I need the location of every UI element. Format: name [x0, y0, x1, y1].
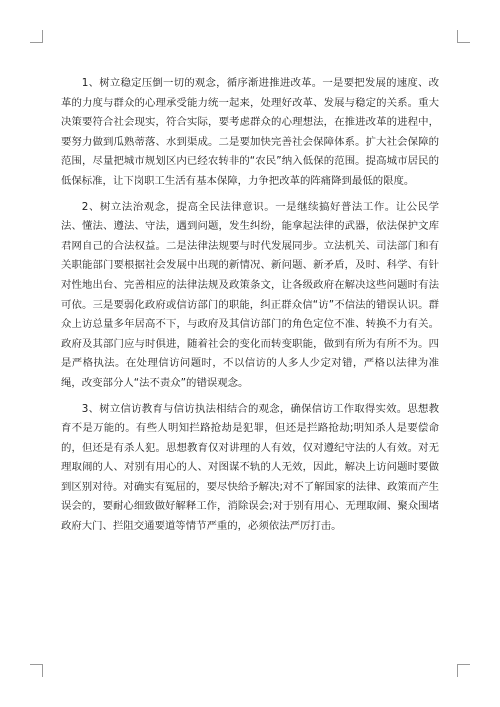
crop-mark-bottom-left — [30, 664, 43, 677]
crop-mark-top-left — [30, 30, 43, 43]
paragraph-2: 2、树立法治观念，提高全民法律意识。一是继续搞好普法工作。让公民学法、懂法、遵法、守法，遇到问题，发生纠纷，能拿起法律的武器，依法保护文库君网自己的合法权益。二是法律法规要与时代发展同步。立法机关、司法部门和有关职能部门要根据社会发展中出现的新情况、新问题、新矛盾，及时、科学、有针对性地出台、完善相应的法律法规及政策条文，让各级政府在解决这些问题时有法可依。三是要弱化政府或信访部门的职能，纠正群众信“访”不信法的错误认识。群众上访总量多年居高不下，与政府及其信访部门的角色定位不准、转换不力有关。政府及其部门应与时俱进，随着社会的变化而转变职能，做到有所为有所不为。四是严格执法。在处理信访问题时，不以信访的人多人少定对错，严格以法律为准绳，改变部分人“法不责众”的错误观念。 — [61, 200, 439, 389]
paragraph-3: 3、树立信访教育与信访执法相结合的观念，确保信访工作取得实效。思想教育不是万能的。有些人明知拦路抢劫是犯罪，但还是拦路抢劫;明知杀人是要偿命的，但还是有杀人犯。思想教育仅对讲理的人有效，仅对遵纪守法的人有效。对无理取闹的人、对别有用心的人、对图谋不轨的人无效，因此，解决上访问题时要做到区别对待。对确实有冤屈的，要尽快给予解决;对不了解国家的法律、政策而产生误会的，要耐心细致做好解释工作，消除误会;对于别有用心、无理取闹、聚众围堵政府大门、拦阻交通要道等情节严重的，必须依法严厉打击。 — [61, 402, 439, 533]
crop-mark-bottom-right — [457, 664, 470, 677]
crop-mark-top-right — [457, 30, 470, 43]
paragraph-1: 1、树立稳定压倒一切的观念，循序渐进推进改革。一是要把发展的速度、改革的力度与群众的心理承受能力统一起来，处理好改革、发展与稳定的关系。重大决策要符合社会现实，符合实际，要考虑群众的心理想法，在推进改革的进程中，要努力做到瓜熟蒂落、水到渠成。二是要加快完善社会保障体系。扩大社会保障的范围，尽量把城市规划区内已经农转非的“农民”纳入低保的范围。提高城市居民的低保标准，让下岗职工生活有基本保障，力争把改革的阵痛降到最低的限度。 — [61, 77, 439, 187]
document-body — [61, 74, 439, 543]
